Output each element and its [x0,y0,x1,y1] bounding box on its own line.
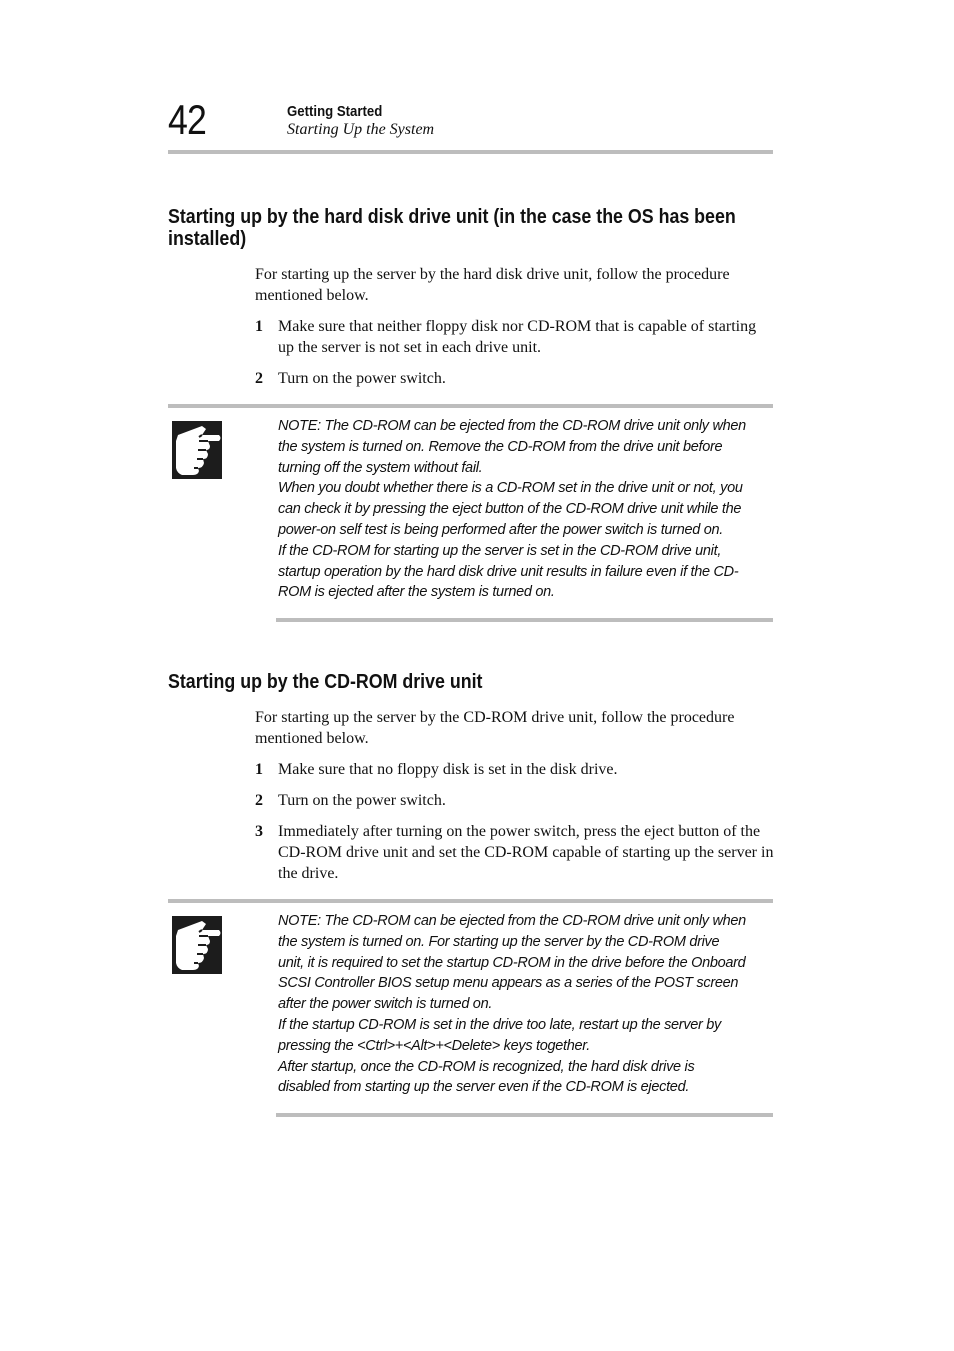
step-item [255,821,775,884]
note-divider-top [168,899,773,903]
intro-paragraph-hdd: For starting up the server by the hard disk drive unit, follow the procedure mentioned below. [255,266,730,304]
step-item [255,316,775,358]
note-paragraph: If the startup CD-ROM is set in the drive too late, restart up the server by pressing the <Ctrl>+<Alt>+<Delete> keys together. [278,1016,721,1054]
note-paragraph: NOTE: The CD-ROM can be ejected from the CD-ROM drive unit only when the system is turned on. For starting up the server by the CD-ROM drive unit, it is required to set the startup CD-ROM in the drive before the Onboard SCSI Controller BIOS setup menu appears as a series of the POST screen after the power switch is turned on. [278,913,746,1013]
step-number: 2 [255,370,263,387]
intro-paragraph-cdrom: For starting up the server by the CD-ROM drive unit, follow the procedure mentioned below. [255,709,735,747]
note-divider-bottom [276,1113,773,1117]
step-number: 1 [255,761,263,778]
note-paragraph: NOTE: The CD-ROM can be ejected from the CD-ROM drive unit only when the system is turned on. Remove the CD-ROM from the drive unit before turning off the system without fail. [278,418,746,476]
chapter-title: Getting Started [287,103,383,120]
step-text: Immediately after turning on the power switch, press the eject button of the CD-ROM drive unit and set the CD-ROM capable of starting up the server in the drive. [278,823,774,882]
note-paragraph: When you doubt whether there is a CD-ROM set in the drive unit or not, you can check it by pressing the eject button of the CD-ROM drive unit while the power-on self test is being performed after the power switch is turned on. [278,480,743,538]
step-item [255,790,775,811]
step-text: Turn on the power switch. [278,370,446,387]
section-heading-cdrom: Starting up by the CD-ROM drive unit [168,671,483,693]
pointing-hand-icon [172,421,222,479]
note-paragraph: If the CD-ROM for starting up the server is set in the CD-ROM drive unit, startup operation by the hard disk drive unit results in failure even if the CD-ROM is ejected after the system is turned on. [278,542,739,601]
note-paragraph: After startup, once the CD-ROM is recognized, the hard disk drive is disabled from starting up the server even if the CD-ROM is ejected. [278,1058,695,1096]
header-divider [168,150,773,154]
note-text-hdd [278,416,748,603]
step-item [255,759,775,780]
step-number: 2 [255,792,263,809]
step-number: 3 [255,823,263,840]
step-text: Make sure that neither floppy disk nor CD-ROM that is capable of starting up the server is not set in each drive unit. [278,318,757,356]
section-subtitle: Starting Up the System [287,121,435,138]
note-divider-top [168,404,773,408]
page-number: 42 [168,96,207,143]
step-number: 1 [255,318,263,335]
section-heading-hdd: Starting up by the hard disk drive unit (in the case the OS has been installed) [168,206,736,250]
step-text: Make sure that no floppy disk is set in the disk drive. [278,761,618,778]
pointing-hand-icon [172,916,222,974]
step-item [255,368,775,389]
note-text-cdrom [278,911,748,1098]
note-divider-bottom [276,618,773,622]
step-text: Turn on the power switch. [278,792,446,809]
